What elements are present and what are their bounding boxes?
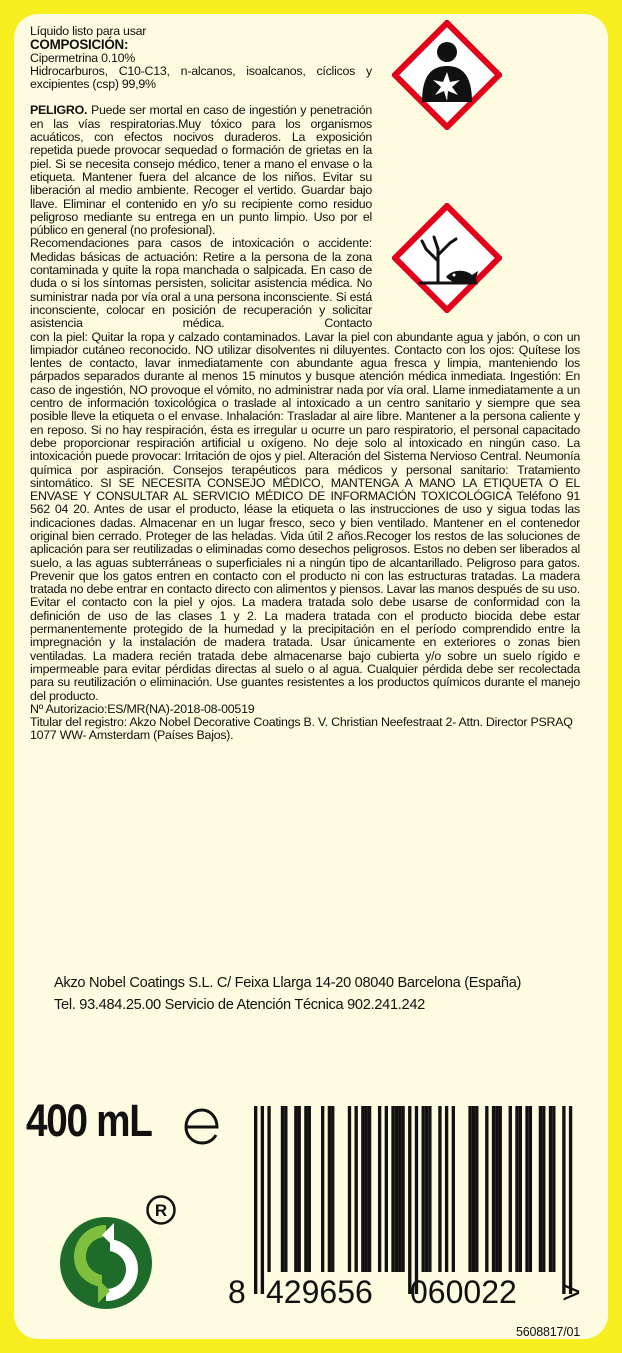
registered-mark-icon [145, 1194, 177, 1226]
barcode-bar [401, 1106, 404, 1272]
barcode-bar [468, 1106, 471, 1272]
barcode-bar [308, 1106, 311, 1272]
barcode-bar [267, 1106, 270, 1272]
company-info [54, 972, 584, 1016]
barcode-bar [492, 1106, 495, 1272]
product-code: 5608817/01 [515, 1325, 580, 1339]
barcode-bar [415, 1106, 418, 1294]
authorization-number: Nº Autorizacio:ES/MR(NA)-2018-08-00519 [30, 701, 255, 716]
barcode-bar [391, 1106, 394, 1272]
first-aid-and-handling: con la piel: Quitar la ropa y calzado contaminados. Lavar la piel con abundante agua y jabón, o con un limpiador cutáneo reconocido. NO utilizar disolventes ni diluyentes. Contacto con los ojos: Quítese los lentes de contacto, lavar inmediatamente con abundante agua fresca y limpia, manteniendo los párpados separados durante al menos 15 minutos y busque atención médica inmediata. Ingestión: En caso de ingestión, NO provoque el vómito, no administrar nada por vía oral. Llame inmediatamente a un centro de información toxicológica o traslade al intoxicado a un centro sanitario y siempre que sea posible lleve la etiqueta o el envase. Inhalación: Trasladar al aire libre. Mantener a la persona caliente y en reposo. Si no hay respiración, ésta es irregular u ocurre un paro respiratorio, el personal capacitado debe proporcionar respiración artificial u oxígeno. No deje solo al intoxicado en ningún caso. La intoxicación puede provocar: Irritación de ojos y piel. Alteración del Sistema Nervioso Central. Neumonía química por aspiración. Consejos terapéuticos para médicos y personal sanitario: Tratamiento sintomático. SI SE NECESITA CONSEJO MÉDICO, MANTENGA A MANO LA ETIQUETA O EL ENVASE Y CONSULTAR AL SERVICIO MÉDICO DE INFORMACIÓN TOXICOLÓGICA Teléfono 91 562 04 20. Antes de usar el producto, léase la etiqueta o las instrucciones de uso y sigua todas las indicaciones dadas. Almacenar en un lugar fresco, seco y bien ventilado. Mantener en el contenedor original bien cerrado. Proteger de las heladas. Vida útil 2 años.Recoger los restos de las soluciones de aplicación para ser reutilizadas o eliminadas como desechos peligrosos. Estos no deben ser liberados al suelo, a las aguas subterráneas o superficiales ni a ningún tipo de alcantarillado. Peligroso para gatos. Prevenir que los gatos entren en contacto con el producto ni con las estructuras tratadas. La madera tratada no debe entrar en contacto directo con alimentos y piensos. Lavar las manos después de su uso. Evitar el contacto con la piel y ojos. La madera tratada solo debe usarse de conformidad con la definición de uso de las clases 1 y 2. La madera tratada con el producto biocida debe estar permanentemente protegido de la humedad y la precipitación en el período comprendido entre la impregnación y la instalación de madera tratada. Usar únicamente en exteriores o zonas bien ventiladas. La madera recién tratada debe almacenarse bajo cubierta y/o sobre un suelo rígido e impermeable para evitar pérdidas directas al suelo o al agua. Cualquier pérdida debe ser recolectada para su reutilización o eliminación. Use guantes resistentes a los productos químicos durante el manejo del producto. [30, 329, 580, 703]
first-aid-recommendations: Recomendaciones para casos de intoxicación o accidente: Medidas básicas de actuación: Retire a la persona de la zona contaminada y quite la ropa manchada o salpicada. En caso de duda o si los síntomas persisten, solicitar asistencia médica. No suministrar nada por vía oral a una persona inconsciente. Si está inconsciente, colocar en posición de recuperación y solicitar asistencia médica. Contacto [30, 236, 372, 331]
barcode-bar [499, 1106, 502, 1272]
barcode-bar [408, 1106, 411, 1294]
barcode-bar [422, 1106, 425, 1272]
barcode-bar [395, 1106, 398, 1272]
barcode-bar [368, 1106, 371, 1272]
barcode-left-group: 429656 [266, 1274, 373, 1310]
barcode-bar [438, 1106, 441, 1272]
barcode-bar [294, 1106, 297, 1272]
barcode-bar [428, 1106, 431, 1272]
barcode-lead-digit: 8 [228, 1274, 246, 1310]
barcode-bar [284, 1106, 287, 1272]
barcode-right-group: 060022 [410, 1274, 517, 1310]
barcode-bar [525, 1106, 528, 1272]
barcode-quiet-zone-mark: > [562, 1274, 581, 1310]
barcode-bar [385, 1106, 388, 1272]
barcode-bar [495, 1106, 498, 1272]
barcode-bar [445, 1106, 448, 1272]
active-ingredient: Cipermetrina 0.10% [30, 50, 136, 65]
barcode-bar [485, 1106, 488, 1272]
barcode-bar [361, 1106, 364, 1272]
solvent-ingredients: Hidrocarburos, C10-C13, n-alcanos, isoalcanos, cíclicos y excipientes (csp) 99,9% [30, 63, 372, 92]
barcode-digits [224, 1276, 592, 1308]
barcode-bar [549, 1106, 552, 1272]
barcode-bar [552, 1106, 555, 1272]
barcode-bar [539, 1106, 542, 1272]
barcode-bar [321, 1106, 324, 1272]
barcode-bar [331, 1106, 334, 1272]
barcode-bar [398, 1106, 401, 1272]
barcode-bar [472, 1106, 475, 1272]
barcode-bar [509, 1106, 512, 1272]
danger-statement-text: Puede ser mortal en caso de ingestión y penetración en las vías respiratorias.Muy tóxico para los organismos acuáticos, con efectos nocivos duraderos. La exposición repetida puede provocar sequedad o formación de grietas en la piel. Si se necesita consejo médico, tener a mano el envase o la etiqueta. Mantener fuera del alcance de los niños. Evitar su liberación al medio ambiente. Recoger el vertido. Guardar bajo llave. Eliminar el contenido en y/o su recipiente como residuo peligroso mediante su entrega en un punto limpio. Uso por el público en general (no profesional). [30, 103, 372, 238]
health-hazard-pictogram-icon [392, 20, 502, 130]
barcode-bar [529, 1106, 532, 1272]
barcode-bar [515, 1106, 518, 1272]
product-form: Líquido listo para usar [30, 24, 147, 38]
barcode-bar [378, 1106, 381, 1272]
barcode [224, 1106, 592, 1310]
barcode-bar [328, 1106, 331, 1272]
environment-hazard-pictogram-icon [392, 203, 502, 313]
barcode-bars [224, 1106, 592, 1296]
barcode-bar [569, 1106, 572, 1294]
barcode-bar [355, 1106, 358, 1272]
barcode-bar [304, 1106, 307, 1272]
barcode-bar [254, 1106, 257, 1294]
green-dot-recycle-icon [58, 1215, 154, 1311]
danger-statement [30, 104, 372, 237]
company-address: Akzo Nobel Coatings S.L. C/ Feixa Llarga 14-20 08040 Barcelona (España) [54, 975, 522, 991]
composition-heading: COMPOSICIÓN: [30, 37, 129, 53]
barcode-bar [562, 1106, 565, 1294]
danger-signal-word: PELIGRO. [30, 103, 88, 118]
estimated-sign-icon [181, 1103, 223, 1147]
barcode-bar [348, 1106, 351, 1272]
barcode-bar [519, 1106, 522, 1272]
company-phone: Tel. 93.484.25.00 Servicio de Atención Técnica 902.241.242 [54, 997, 425, 1013]
barcode-bar [261, 1106, 264, 1294]
barcode-bar [281, 1106, 284, 1272]
label-text-block [30, 25, 580, 743]
barcode-bar [298, 1106, 301, 1272]
barcode-bar [542, 1106, 545, 1272]
barcode-bar [452, 1106, 455, 1272]
registration-holder: Titular del registro: Akzo Nobel Decorative Coatings B. V. Christian Neefestraat 2- Attn. Director PSRAQ 1077 WW- Amsterdam (Países Bajos). [30, 715, 573, 743]
barcode-bar [365, 1106, 368, 1272]
net-quantity: 400 mL [26, 1095, 152, 1146]
barcode-bar [475, 1106, 478, 1272]
svg-text:R: R [154, 1201, 168, 1220]
barcode-bar [425, 1106, 428, 1272]
